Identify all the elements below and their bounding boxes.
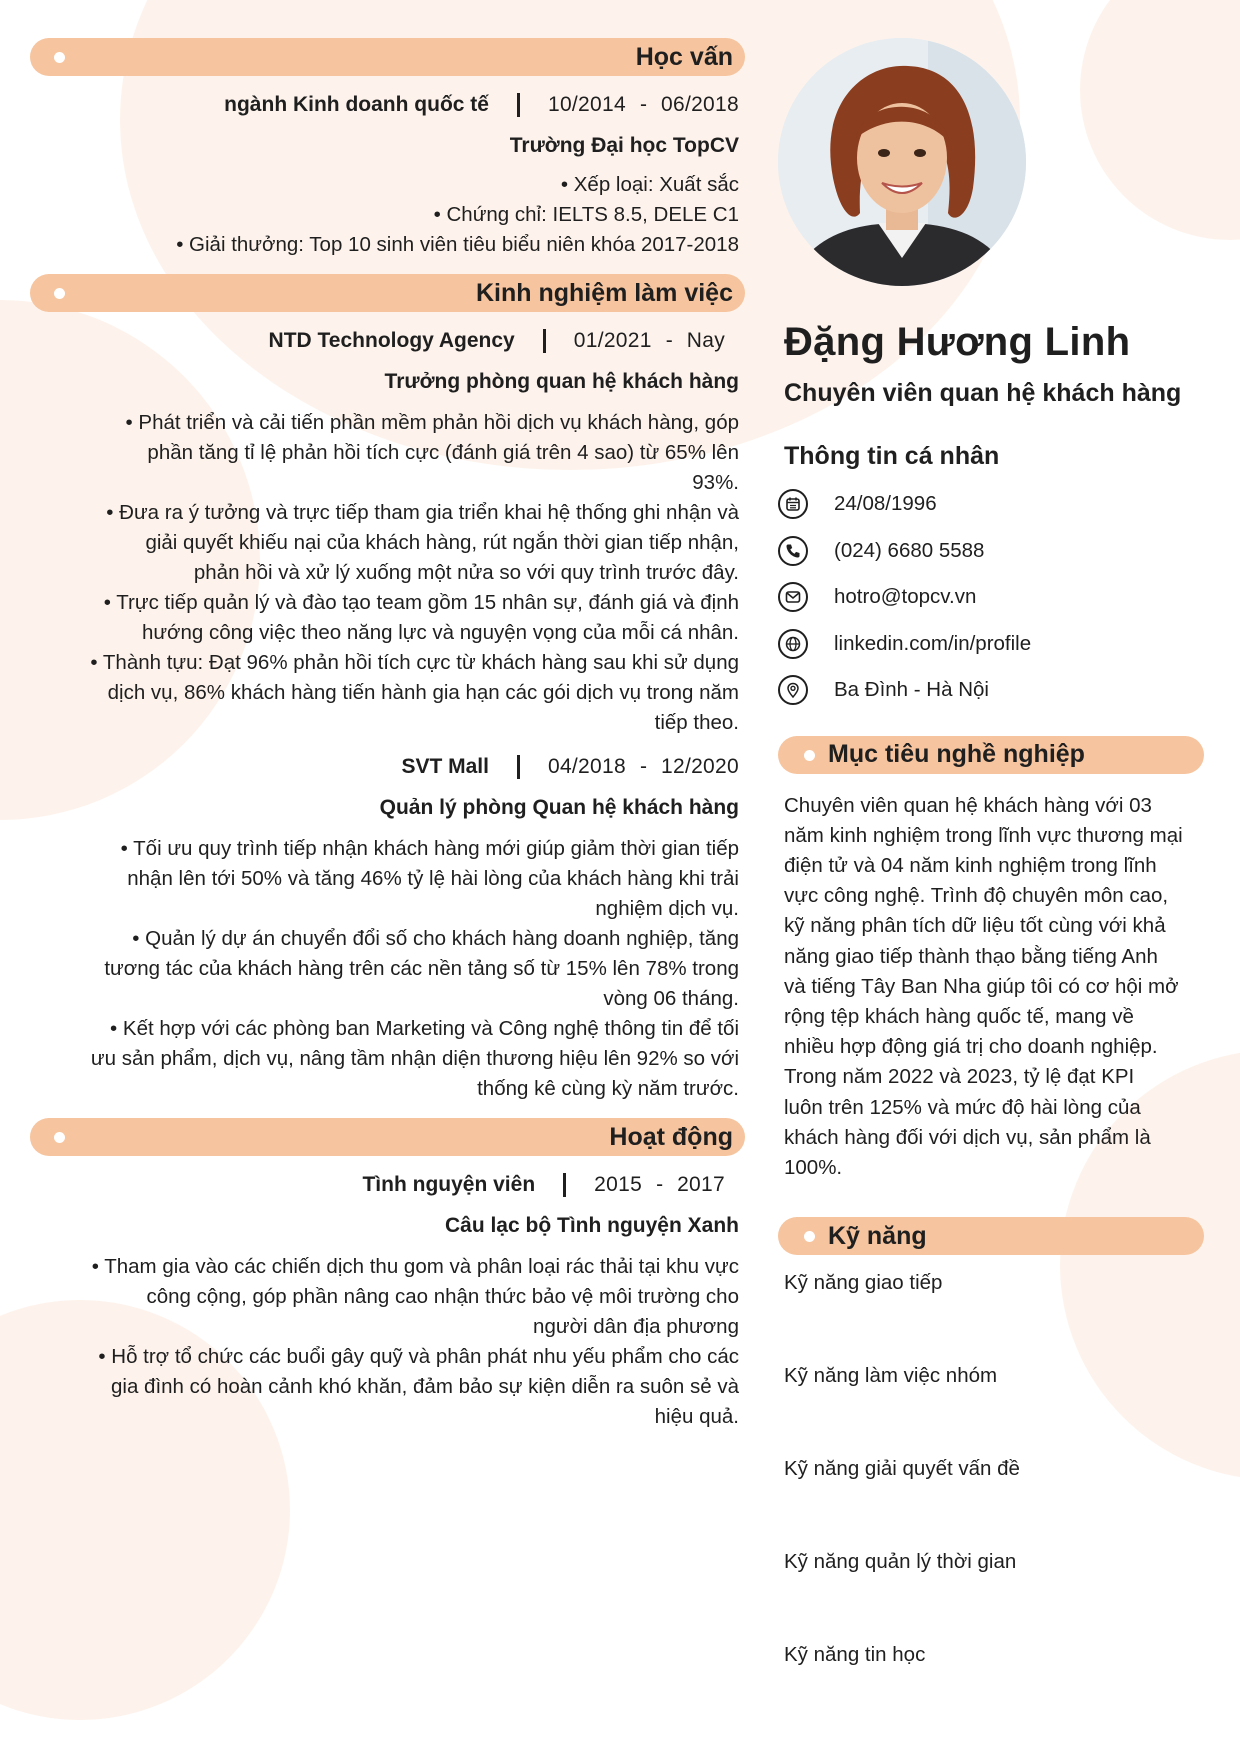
list-item: • Trực tiếp quản lý và đào tạo team gồm 15 nhân sự, đánh giá và định xyxy=(103,591,739,614)
objective-line: vực công nghệ. Trình độ chuyên môn cao, xyxy=(784,884,1169,908)
right-column xyxy=(778,320,1208,1736)
activity-organization: Câu lạc bộ Tình nguyện Xanh xyxy=(444,1214,739,1237)
date-dash: - xyxy=(639,755,647,778)
education-section xyxy=(30,38,745,260)
section-title: Mục tiêu nghề nghiệp xyxy=(828,740,1085,768)
start-date: 04/2018 xyxy=(547,755,626,778)
section-header xyxy=(30,38,745,76)
start-date: 10/2014 xyxy=(547,93,626,116)
profile-photo xyxy=(778,38,1026,286)
date-dash: - xyxy=(665,329,673,352)
objective-line: Chuyên viên quan hệ khách hàng với 03 xyxy=(784,793,1152,817)
list-item: Kỹ năng quản lý thời gian xyxy=(784,1550,1017,1574)
objective-line: nhiều hợp động giá trị cho doanh nghiệp. xyxy=(784,1035,1158,1059)
list-item: nghiệm dịch vụ. xyxy=(595,897,739,920)
section-title: Kỹ năng xyxy=(828,1221,927,1250)
activity-meta xyxy=(30,1170,745,1200)
list-item: hướng công việc theo năng lực và nguyện vọng của mỗi cá nhân. xyxy=(141,621,739,644)
email-row xyxy=(778,574,1208,621)
header-dot xyxy=(804,750,815,761)
section-header xyxy=(30,1118,745,1156)
section-header xyxy=(30,274,745,312)
school-name: Trường Đại học TopCV xyxy=(509,134,739,157)
avatar xyxy=(778,38,1026,286)
birthday-row xyxy=(778,481,1208,528)
email-icon xyxy=(778,582,808,612)
list-item: nhận lên tới 50% và tăng 46% tỷ lệ hài lòng của khách hàng khi trải xyxy=(127,867,739,890)
birthday-value: 24/08/1996 xyxy=(834,492,937,516)
separator-bar xyxy=(517,93,520,117)
separator-bar xyxy=(563,1173,566,1197)
location-pin-icon xyxy=(778,675,808,705)
career-objective xyxy=(784,791,1204,1184)
list-item: • Tham gia vào các chiến dịch thu gom và phân loại rác thải tại khu vực xyxy=(91,1255,739,1278)
list-item: tiếp theo. xyxy=(654,711,739,734)
activity-role: Tình nguyện viên xyxy=(362,1173,536,1196)
objective-line: kỹ năng phân tích dữ liệu tốt cùng với khả xyxy=(784,914,1166,938)
list-item: hiệu quả. xyxy=(654,1405,739,1428)
list-item: vòng 06 tháng. xyxy=(603,987,739,1010)
list-item: ưu sản phẩm, dịch vụ, nâng tầm nhận diện thương hiệu lên 92% so với xyxy=(90,1047,739,1070)
objective-line: năm kinh nghiệm trong lĩnh vực thương mại xyxy=(784,823,1183,847)
list-item: • Tối ưu quy trình tiếp nhận khách hàng mới giúp giảm thời gian tiếp xyxy=(120,837,739,860)
calendar-icon xyxy=(778,489,808,519)
company-name: SVT Mall xyxy=(401,755,489,778)
list-item: • Giải thưởng: Top 10 sinh viên tiêu biểu niên khóa 2017-2018 xyxy=(176,233,739,256)
list-item: • Hỗ trợ tổ chức các buổi gây quỹ và phân phát nhu yếu phẩm cho các xyxy=(98,1345,739,1368)
start-date: 2015 xyxy=(594,1173,643,1196)
list-item: • Thành tựu: Đạt 96% phản hồi tích cực từ khách hàng sau khi sử dụng xyxy=(90,651,739,674)
list-item: dịch vụ, 86% khách hàng tiến hành gia hạn các gói dịch vụ trong năm xyxy=(107,681,739,704)
list-item: • Quản lý dự án chuyển đổi số cho khách hàng doanh nghiệp, tăng xyxy=(132,927,739,950)
header-dot xyxy=(54,288,65,299)
objective-line: và tiếng Tây Ban Nha giúp tôi có cơ hội mở xyxy=(784,974,1179,998)
list-item: phản hồi và xử lý xuống một nửa so với quy trình trước đây. xyxy=(193,561,739,584)
job-details xyxy=(30,834,745,1104)
education-major: ngành Kinh doanh quốc tế xyxy=(224,93,489,116)
list-item: giải quyết khiếu nại của khách hàng, rút ngắn thời gian tiếp nhận, xyxy=(145,531,739,554)
address-row xyxy=(778,667,1208,714)
phone-row xyxy=(778,528,1208,575)
section-header xyxy=(778,736,1204,774)
list-item: Kỹ năng làm việc nhóm xyxy=(784,1364,998,1388)
separator-bar xyxy=(517,755,520,779)
section-title: Hoạt động xyxy=(609,1122,733,1151)
email-value: hotro@topcv.vn xyxy=(834,585,977,609)
date-dash: - xyxy=(656,1173,664,1196)
list-item: • Kết hợp với các phòng ban Marketing và Công nghệ thông tin để tối xyxy=(110,1017,739,1040)
phone-icon xyxy=(778,536,808,566)
list-item: 93%. xyxy=(692,471,739,494)
activity-details xyxy=(30,1252,745,1432)
list-item: thống kê cùng kỳ năm trước. xyxy=(477,1077,739,1100)
personal-info-title: Thông tin cá nhân xyxy=(784,442,1000,470)
separator-bar xyxy=(543,329,546,353)
objective-line: Trong năm 2022 và 2023, tỷ lệ đạt KPI xyxy=(784,1065,1135,1089)
section-title: Kinh nghiệm làm việc xyxy=(475,278,733,307)
job-meta xyxy=(30,326,745,356)
end-date: 2017 xyxy=(677,1173,725,1196)
list-item: Kỹ năng giải quyết vấn đề xyxy=(784,1457,1020,1481)
header-dot xyxy=(54,52,65,63)
personal-info-list xyxy=(778,481,1208,714)
end-date: 12/2020 xyxy=(660,755,739,778)
education-meta xyxy=(30,90,745,120)
job-role: Trưởng phòng quan hệ khách hàng xyxy=(384,370,739,393)
website-value: linkedin.com/in/profile xyxy=(834,631,1032,655)
objective-line: năng giao tiếp thành thạo bằng tiếng Anh xyxy=(784,944,1158,968)
list-item: Kỹ năng tin học xyxy=(784,1643,926,1667)
list-item: • Phát triển và cải tiến phần mềm phản hồi dịch vụ khách hàng, góp xyxy=(125,411,739,434)
skills-list xyxy=(784,1271,1208,1736)
list-item: • Xếp loại: Xuất sắc xyxy=(560,173,739,196)
experience-section xyxy=(30,274,745,1104)
candidate-name: Đặng Hương Linh xyxy=(784,320,1131,364)
phone-value: (024) 6680 5588 xyxy=(834,538,985,562)
globe-icon xyxy=(778,629,808,659)
header-dot xyxy=(804,1231,815,1242)
section-title: Học vấn xyxy=(635,42,733,71)
list-item: • Đưa ra ý tưởng và trực tiếp tham gia triển khai hệ thống ghi nhận và xyxy=(106,501,739,524)
list-item: • Chứng chỉ: IELTS 8.5, DELE C1 xyxy=(433,203,739,226)
objective-line: 100%. xyxy=(784,1155,843,1179)
date-dash: - xyxy=(639,93,647,116)
activities-section xyxy=(30,1118,745,1432)
candidate-title: Chuyên viên quan hệ khách hàng xyxy=(784,379,1182,407)
list-item: người dân địa phương xyxy=(533,1315,739,1338)
header-dot xyxy=(54,1132,65,1143)
objective-line: luôn trên 125% và mức độ hài lòng của xyxy=(784,1095,1141,1119)
job-role: Quản lý phòng Quan hệ khách hàng xyxy=(379,796,739,819)
start-date: 01/2021 xyxy=(573,329,652,352)
address-value: Ba Đình - Hà Nội xyxy=(834,678,989,702)
end-date: 06/2018 xyxy=(660,93,739,116)
list-item: phần tăng tỉ lệ phản hồi tích cực (đánh giá trên 4 sao) từ 65% lên xyxy=(147,441,739,464)
education-details xyxy=(30,170,745,260)
background-blob xyxy=(1080,0,1240,240)
objective-line: rộng tệp khách hàng quốc tế, mang về xyxy=(784,1004,1134,1028)
end-date: Nay xyxy=(686,329,725,352)
objective-line: điện tử và 04 năm kinh nghiệm trong lĩnh xyxy=(784,853,1157,877)
section-header xyxy=(778,1217,1204,1255)
list-item: tương tác của khách hàng trên các nền tảng số từ 15% lên 78% trong xyxy=(104,957,739,980)
list-item: gia đình có hoàn cảnh khó khăn, đảm bảo sự kiện diễn ra suôn sẻ và xyxy=(110,1375,739,1398)
company-name: NTD Technology Agency xyxy=(268,329,515,352)
left-column xyxy=(30,38,745,1436)
job-meta xyxy=(30,752,745,782)
list-item: Kỹ năng giao tiếp xyxy=(784,1271,943,1295)
list-item: công cộng, góp phần nâng cao nhận thức bảo vệ môi trường cho xyxy=(146,1285,739,1308)
website-row xyxy=(778,621,1208,668)
objective-line: khách hàng đối với dịch vụ, sản phẩm là xyxy=(784,1125,1151,1149)
job-details xyxy=(30,408,745,738)
